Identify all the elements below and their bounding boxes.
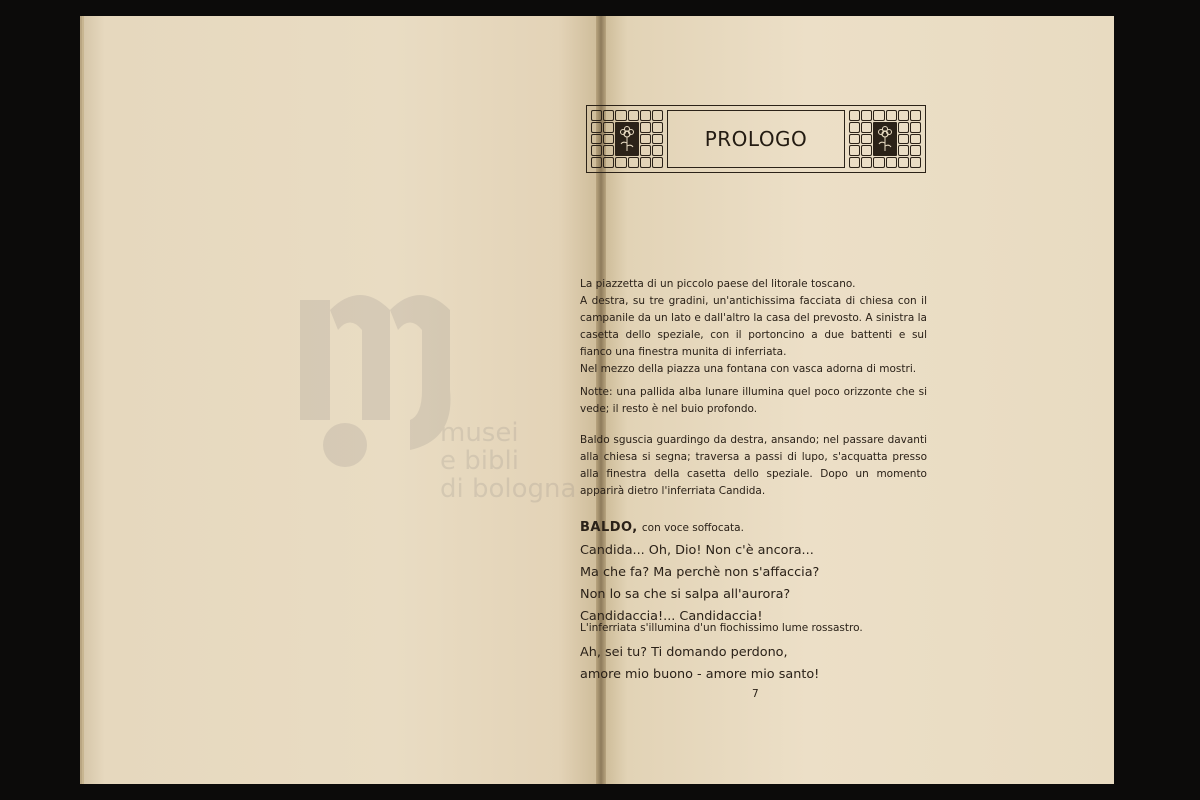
left-page bbox=[84, 16, 600, 784]
speaker-line bbox=[580, 518, 927, 538]
flower-icon bbox=[873, 122, 896, 156]
night-direction: Notte: una pallida alba lunare illumina quel poco orizzonte che si vede; il resto è nel buio profondo. bbox=[580, 386, 927, 415]
verse-line: amore mio buono - amore mio santo! bbox=[580, 667, 820, 682]
speaker-name: BALDO, bbox=[580, 520, 638, 535]
setting-line-1: La piazzetta di un piccolo paese del litorale toscano. bbox=[580, 278, 856, 290]
verse-line: Non lo sa che si salpa all'aurora? bbox=[580, 587, 791, 602]
title-frame bbox=[667, 110, 845, 168]
prologue-banner bbox=[586, 105, 926, 173]
section-title: PROLOGO bbox=[704, 127, 808, 151]
verse-block-2 bbox=[580, 642, 927, 686]
entrance-direction: Baldo sguscia guardingo da destra, ansando; nel passare davanti alla chiesa si segna; traversa a passi di lupo, s'acquatta presso alla finestra della casetta dello speziale. Dopo un momento apparirà dietro l'inferriata Candida. bbox=[580, 434, 927, 497]
flower-icon bbox=[615, 122, 638, 156]
verse-block-1 bbox=[580, 540, 927, 628]
setting-block bbox=[580, 276, 927, 378]
flower-ornament-left-icon bbox=[591, 110, 663, 168]
light-direction: L'inferriata s'illumina d'un fiochissimo lume rossastro. bbox=[580, 622, 863, 634]
setting-line-3: Nel mezzo della piazza una fontana con vasca adorna di mostri. bbox=[580, 363, 917, 375]
page-number: 7 bbox=[752, 688, 759, 700]
verse-line: Ah, sei tu? Ti domando perdono, bbox=[580, 645, 788, 660]
speaker-direction: con voce soffocata. bbox=[641, 522, 744, 534]
setting-line-2: A destra, su tre gradini, un'antichissima facciata di chiesa con il campanile da un lato e dall'altro la casa del prevosto. A sinistra la casetta dello speziale, con il portoncino a due battenti e sul fianco una finestra munita di inferriata. bbox=[580, 295, 927, 358]
flower-ornament-right-icon bbox=[849, 110, 921, 168]
verse-line: Ma che fa? Ma perchè non s'affaccia? bbox=[580, 565, 820, 580]
verse-line: Candida... Oh, Dio! Non c'è ancora... bbox=[580, 543, 814, 558]
verse-line: Candidaccia!... Candidaccia! bbox=[580, 609, 763, 624]
